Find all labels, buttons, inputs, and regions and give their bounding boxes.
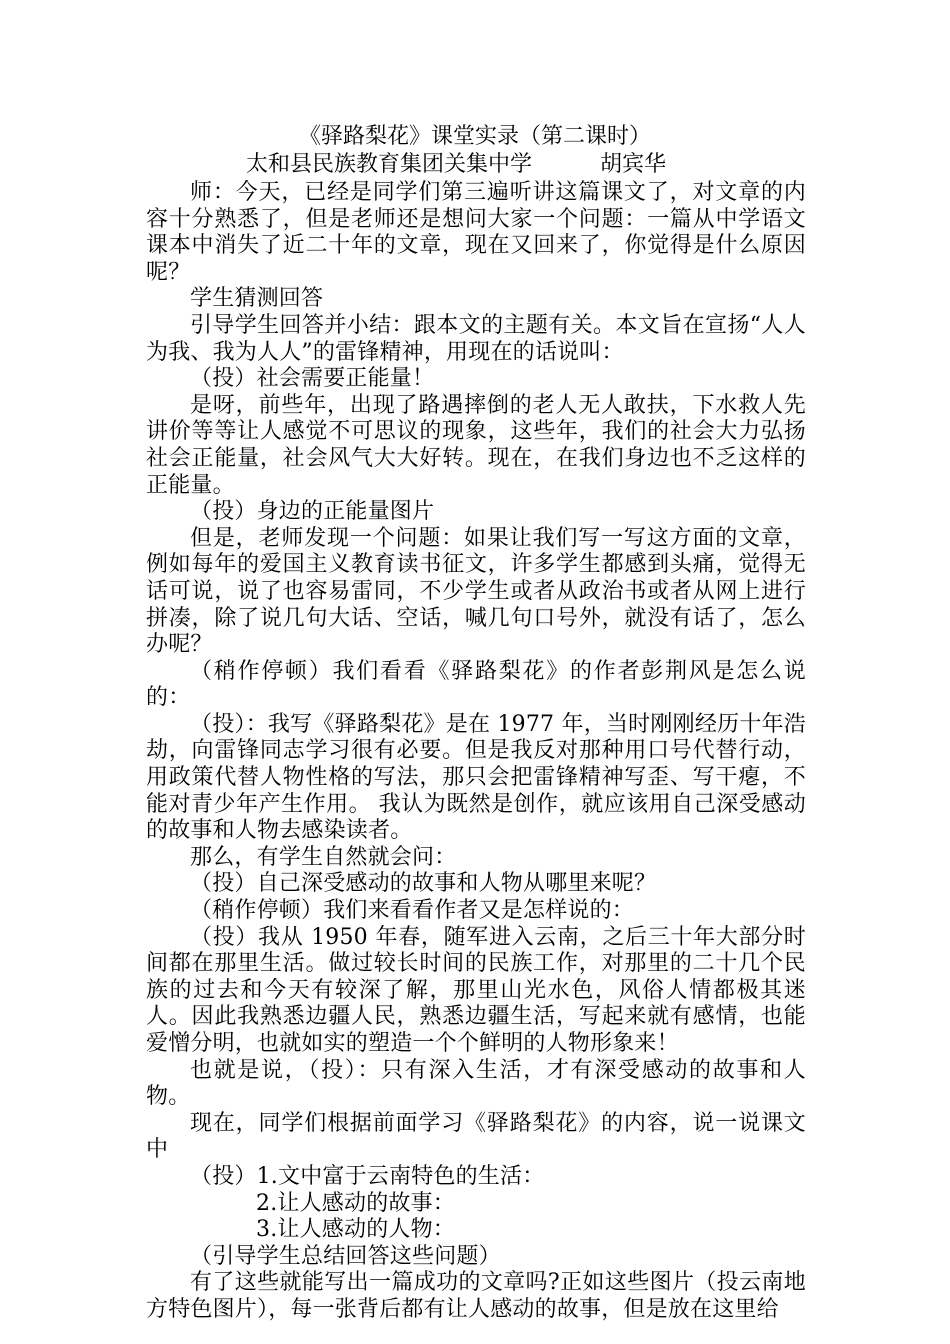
paragraph: （投）我从 1950 年春，随军进入云南，之后三十年大部分时间都在那里生活。做过较长时间的民族工作，对那里的二十几个民族的过去和今天有较深了解，那里山光水色，风俗人情都极其迷人。因此我熟悉边疆人民，熟悉边疆生活，写起来就有感情，也能爱憎分明，也就如实的塑造一个个鲜明的人物形象来！	[146, 924, 806, 1056]
paragraph: 也就是说，（投）：只有深入生活，才有深受感动的故事和人物。	[146, 1057, 806, 1110]
paragraph: （投）身边的正能量图片	[190, 499, 435, 525]
paragraph: 是呀，前些年，出现了路遇摔倒的老人无人敢扶，下水救人先讲价等等让人感觉不可思议的现象，这些年，我们的社会大力弘扬社会正能量，社会风气大大好转。现在，在我们身边也不乏这样的正能量。	[146, 392, 806, 498]
paragraph: 那么，有学生自然就会问：	[190, 844, 457, 870]
author-line	[246, 150, 666, 180]
paragraph: 学生猜测回答	[190, 286, 324, 312]
paragraph: 引导学生回答并小结：跟本文的主题有关。本文旨在宣扬“人人为我、我为人人”的雷锋精神，用现在的话说叫：	[146, 312, 806, 365]
paragraph: （投）：我写《驿路梨花》是在 1977 年，当时刚刚经历十年浩劫，向雷锋同志学习很有必要。但是我反对那种用口号代替行动，用政策代替人物性格的写法，那只会把雷锋精神写歪、写干瘪，不能对青少年产生作用。 我认为既然是创作，就应该用自己深受感动的故事和人物去感染读者。	[146, 711, 806, 844]
paragraph: （引导学生总结回答这些问题）	[190, 1243, 501, 1269]
list-item: 2.让人感动的故事：	[256, 1190, 455, 1216]
document-body	[146, 180, 806, 1324]
paragraph: （稍作停顿）我们来看看作者又是怎样说的：	[190, 898, 635, 924]
paragraph: 师：今天，已经是同学们第三遍听讲这篇课文了，对文章的内容十分熟悉了，但是老师还是想问大家一个问题：一篇从中学语文课本中消失了近二十年的文章，现在又回来了，你觉得是什么原因呢？	[146, 180, 806, 285]
paragraph: （投）自己深受感动的故事和人物从哪里来呢？	[190, 871, 657, 897]
list-item: （投）1.文中富于云南特色的生活：	[190, 1163, 545, 1189]
list-item: 3.让人感动的人物：	[256, 1217, 455, 1243]
paragraph: 但是，老师发现一个问题：如果让我们写一写这方面的文章，例如每年的爱国主义教育读书征文，许多学生都感到头痛，觉得无话可说，说了也容易雷同，不少学生或者从政治书或者从网上进行拼凑，除了说几句大话、空话，喊几句口号外，就没有话了，怎么办呢？	[146, 525, 806, 658]
paragraph: 现在，同学们根据前面学习《驿路梨花》的内容，说一说课文中	[146, 1110, 806, 1163]
author-school: 太和县民族教育集团关集中学	[246, 152, 533, 177]
author-name: 胡宾华	[600, 152, 667, 177]
paragraph: （稍作停顿）我们看看《驿路梨花》的作者彭荆风是怎么说的：	[146, 658, 806, 711]
paragraph: （投）社会需要正能量！	[190, 366, 435, 392]
paragraph: 有了这些就能写出一篇成功的文章吗?正如这些图片（投云南地方特色图片），每一张背后都有让人感动的故事，但是放在这里给	[146, 1270, 806, 1322]
document-title: 《驿路梨花》课堂实录（第二课时）	[298, 124, 651, 149]
